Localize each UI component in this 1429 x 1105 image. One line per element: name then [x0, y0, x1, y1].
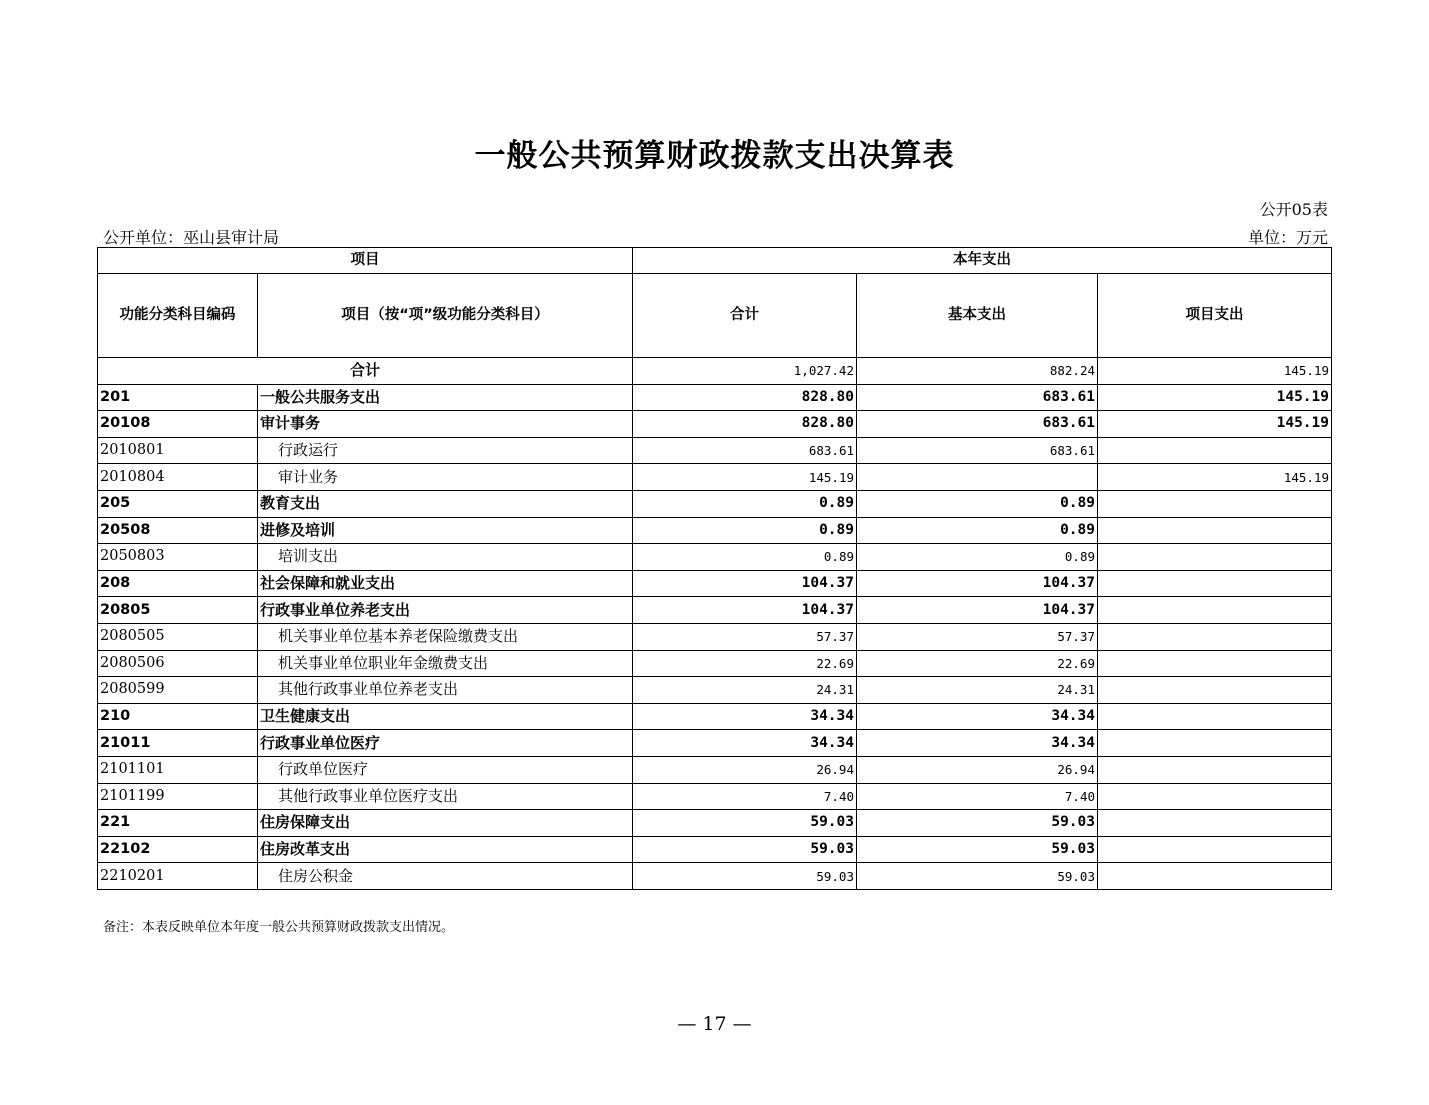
row-code: 2101101: [98, 756, 258, 783]
row-name: 机关事业单位职业年金缴费支出: [258, 650, 633, 677]
expenditure-table: [97, 247, 1332, 890]
row-name: 行政运行: [258, 437, 633, 464]
row-basic: 104.37: [857, 597, 1098, 624]
row-project: [1098, 437, 1332, 464]
row-total: 0.89: [633, 517, 857, 544]
row-code: 2210201: [98, 863, 258, 890]
row-total: 34.34: [633, 703, 857, 730]
row-code: 20508: [98, 517, 258, 544]
header-total: 合计: [633, 274, 857, 358]
row-name: 教育支出: [258, 490, 633, 517]
table-body: [98, 358, 1332, 890]
row-code: 20108: [98, 411, 258, 438]
row-basic: 57.37: [857, 623, 1098, 650]
row-total: 59.03: [633, 836, 857, 863]
row-name: 培训支出: [258, 544, 633, 571]
header-project-expenditure: 项目支出: [1098, 274, 1332, 358]
row-code: 210: [98, 703, 258, 730]
row-name: 住房公积金: [258, 863, 633, 890]
table-row: [98, 464, 1332, 491]
row-name: 其他行政事业单位医疗支出: [258, 783, 633, 810]
table-row: [98, 783, 1332, 810]
row-code: 221: [98, 810, 258, 837]
row-project: 145.19: [1098, 384, 1332, 411]
table-row: [98, 810, 1332, 837]
row-total: 145.19: [633, 464, 857, 491]
row-basic: 24.31: [857, 677, 1098, 704]
row-name: 住房保障支出: [258, 810, 633, 837]
row-name: 行政事业单位医疗: [258, 730, 633, 757]
row-name: 卫生健康支出: [258, 703, 633, 730]
row-basic: 0.89: [857, 517, 1098, 544]
row-basic: 59.03: [857, 863, 1098, 890]
table-row: [98, 650, 1332, 677]
row-name: 住房改革支出: [258, 836, 633, 863]
row-basic: 22.69: [857, 650, 1098, 677]
row-code: 2010804: [98, 464, 258, 491]
table-row: [98, 677, 1332, 704]
table-row: [98, 756, 1332, 783]
total-project: 145.19: [1098, 358, 1332, 385]
row-name: 一般公共服务支出: [258, 384, 633, 411]
row-basic: 59.03: [857, 836, 1098, 863]
row-basic: 104.37: [857, 570, 1098, 597]
row-total: 59.03: [633, 863, 857, 890]
row-project: [1098, 490, 1332, 517]
row-project: [1098, 677, 1332, 704]
row-code: 2080599: [98, 677, 258, 704]
page-title: 一般公共预算财政拨款支出决算表: [474, 138, 955, 174]
row-total: 22.69: [633, 650, 857, 677]
header-code: 功能分类科目编码: [98, 274, 258, 358]
table-row: [98, 517, 1332, 544]
row-project: [1098, 623, 1332, 650]
row-basic: 0.89: [857, 490, 1098, 517]
row-project: 145.19: [1098, 411, 1332, 438]
table-row: [98, 703, 1332, 730]
row-total: 26.94: [633, 756, 857, 783]
form-number: 公开05表: [1259, 200, 1328, 219]
row-total: 683.61: [633, 437, 857, 464]
table-row: [98, 570, 1332, 597]
footnote: 备注：本表反映单位本年度一般公共预算财政拨款支出情况。: [103, 920, 455, 935]
header-basic: 基本支出: [857, 274, 1098, 358]
row-name: 行政单位医疗: [258, 756, 633, 783]
table-row: [98, 597, 1332, 624]
row-total: 0.89: [633, 544, 857, 571]
table-row: [98, 730, 1332, 757]
row-basic: 683.61: [857, 437, 1098, 464]
table-row: [98, 411, 1332, 438]
row-project: [1098, 650, 1332, 677]
row-code: 22102: [98, 836, 258, 863]
row-project: [1098, 836, 1332, 863]
header-project: 项目: [98, 248, 633, 274]
row-total: 104.37: [633, 597, 857, 624]
row-total: 59.03: [633, 810, 857, 837]
row-basic: 683.61: [857, 411, 1098, 438]
row-name: 社会保障和就业支出: [258, 570, 633, 597]
row-basic: [857, 464, 1098, 491]
row-basic: 683.61: [857, 384, 1098, 411]
table-row: [98, 544, 1332, 571]
page-number: — 17 —: [677, 1013, 752, 1035]
row-project: [1098, 783, 1332, 810]
row-project: [1098, 756, 1332, 783]
row-name: 行政事业单位养老支出: [258, 597, 633, 624]
row-total: 57.37: [633, 623, 857, 650]
row-code: 205: [98, 490, 258, 517]
row-basic: 59.03: [857, 810, 1098, 837]
row-project: [1098, 730, 1332, 757]
reporting-unit: 公开单位：巫山县审计局: [103, 228, 280, 247]
header-name: 项目（按“项”级功能分类科目）: [258, 274, 633, 358]
row-project: [1098, 544, 1332, 571]
table-row: [98, 863, 1332, 890]
row-project: [1098, 517, 1332, 544]
row-code: 21011: [98, 730, 258, 757]
row-project: [1098, 703, 1332, 730]
header-current-year: 本年支出: [633, 248, 1332, 274]
total-label: 合计: [98, 358, 633, 385]
row-total: 828.80: [633, 384, 857, 411]
row-code: 20805: [98, 597, 258, 624]
row-project: 145.19: [1098, 464, 1332, 491]
table-row: [98, 623, 1332, 650]
row-project: [1098, 863, 1332, 890]
table-row: [98, 490, 1332, 517]
row-total: 34.34: [633, 730, 857, 757]
currency-unit: 单位：万元: [1247, 228, 1328, 247]
row-project: [1098, 810, 1332, 837]
row-code: 2050803: [98, 544, 258, 571]
row-total: 7.40: [633, 783, 857, 810]
row-name: 进修及培训: [258, 517, 633, 544]
total-amount: 1,027.42: [633, 358, 857, 385]
row-code: 2010801: [98, 437, 258, 464]
row-code: 201: [98, 384, 258, 411]
row-total: 828.80: [633, 411, 857, 438]
row-basic: 34.34: [857, 703, 1098, 730]
row-basic: 26.94: [857, 756, 1098, 783]
total-basic: 882.24: [857, 358, 1098, 385]
row-basic: 7.40: [857, 783, 1098, 810]
row-name: 审计业务: [258, 464, 633, 491]
total-row: [98, 358, 1332, 385]
row-total: 0.89: [633, 490, 857, 517]
row-basic: 34.34: [857, 730, 1098, 757]
row-project: [1098, 597, 1332, 624]
table-row: [98, 384, 1332, 411]
row-code: 2080506: [98, 650, 258, 677]
row-code: 208: [98, 570, 258, 597]
row-code: 2080505: [98, 623, 258, 650]
row-total: 24.31: [633, 677, 857, 704]
row-basic: 0.89: [857, 544, 1098, 571]
row-project: [1098, 570, 1332, 597]
table-row: [98, 437, 1332, 464]
row-name: 机关事业单位基本养老保险缴费支出: [258, 623, 633, 650]
row-name: 审计事务: [258, 411, 633, 438]
row-code: 2101199: [98, 783, 258, 810]
row-total: 104.37: [633, 570, 857, 597]
row-name: 其他行政事业单位养老支出: [258, 677, 633, 704]
table-row: [98, 836, 1332, 863]
